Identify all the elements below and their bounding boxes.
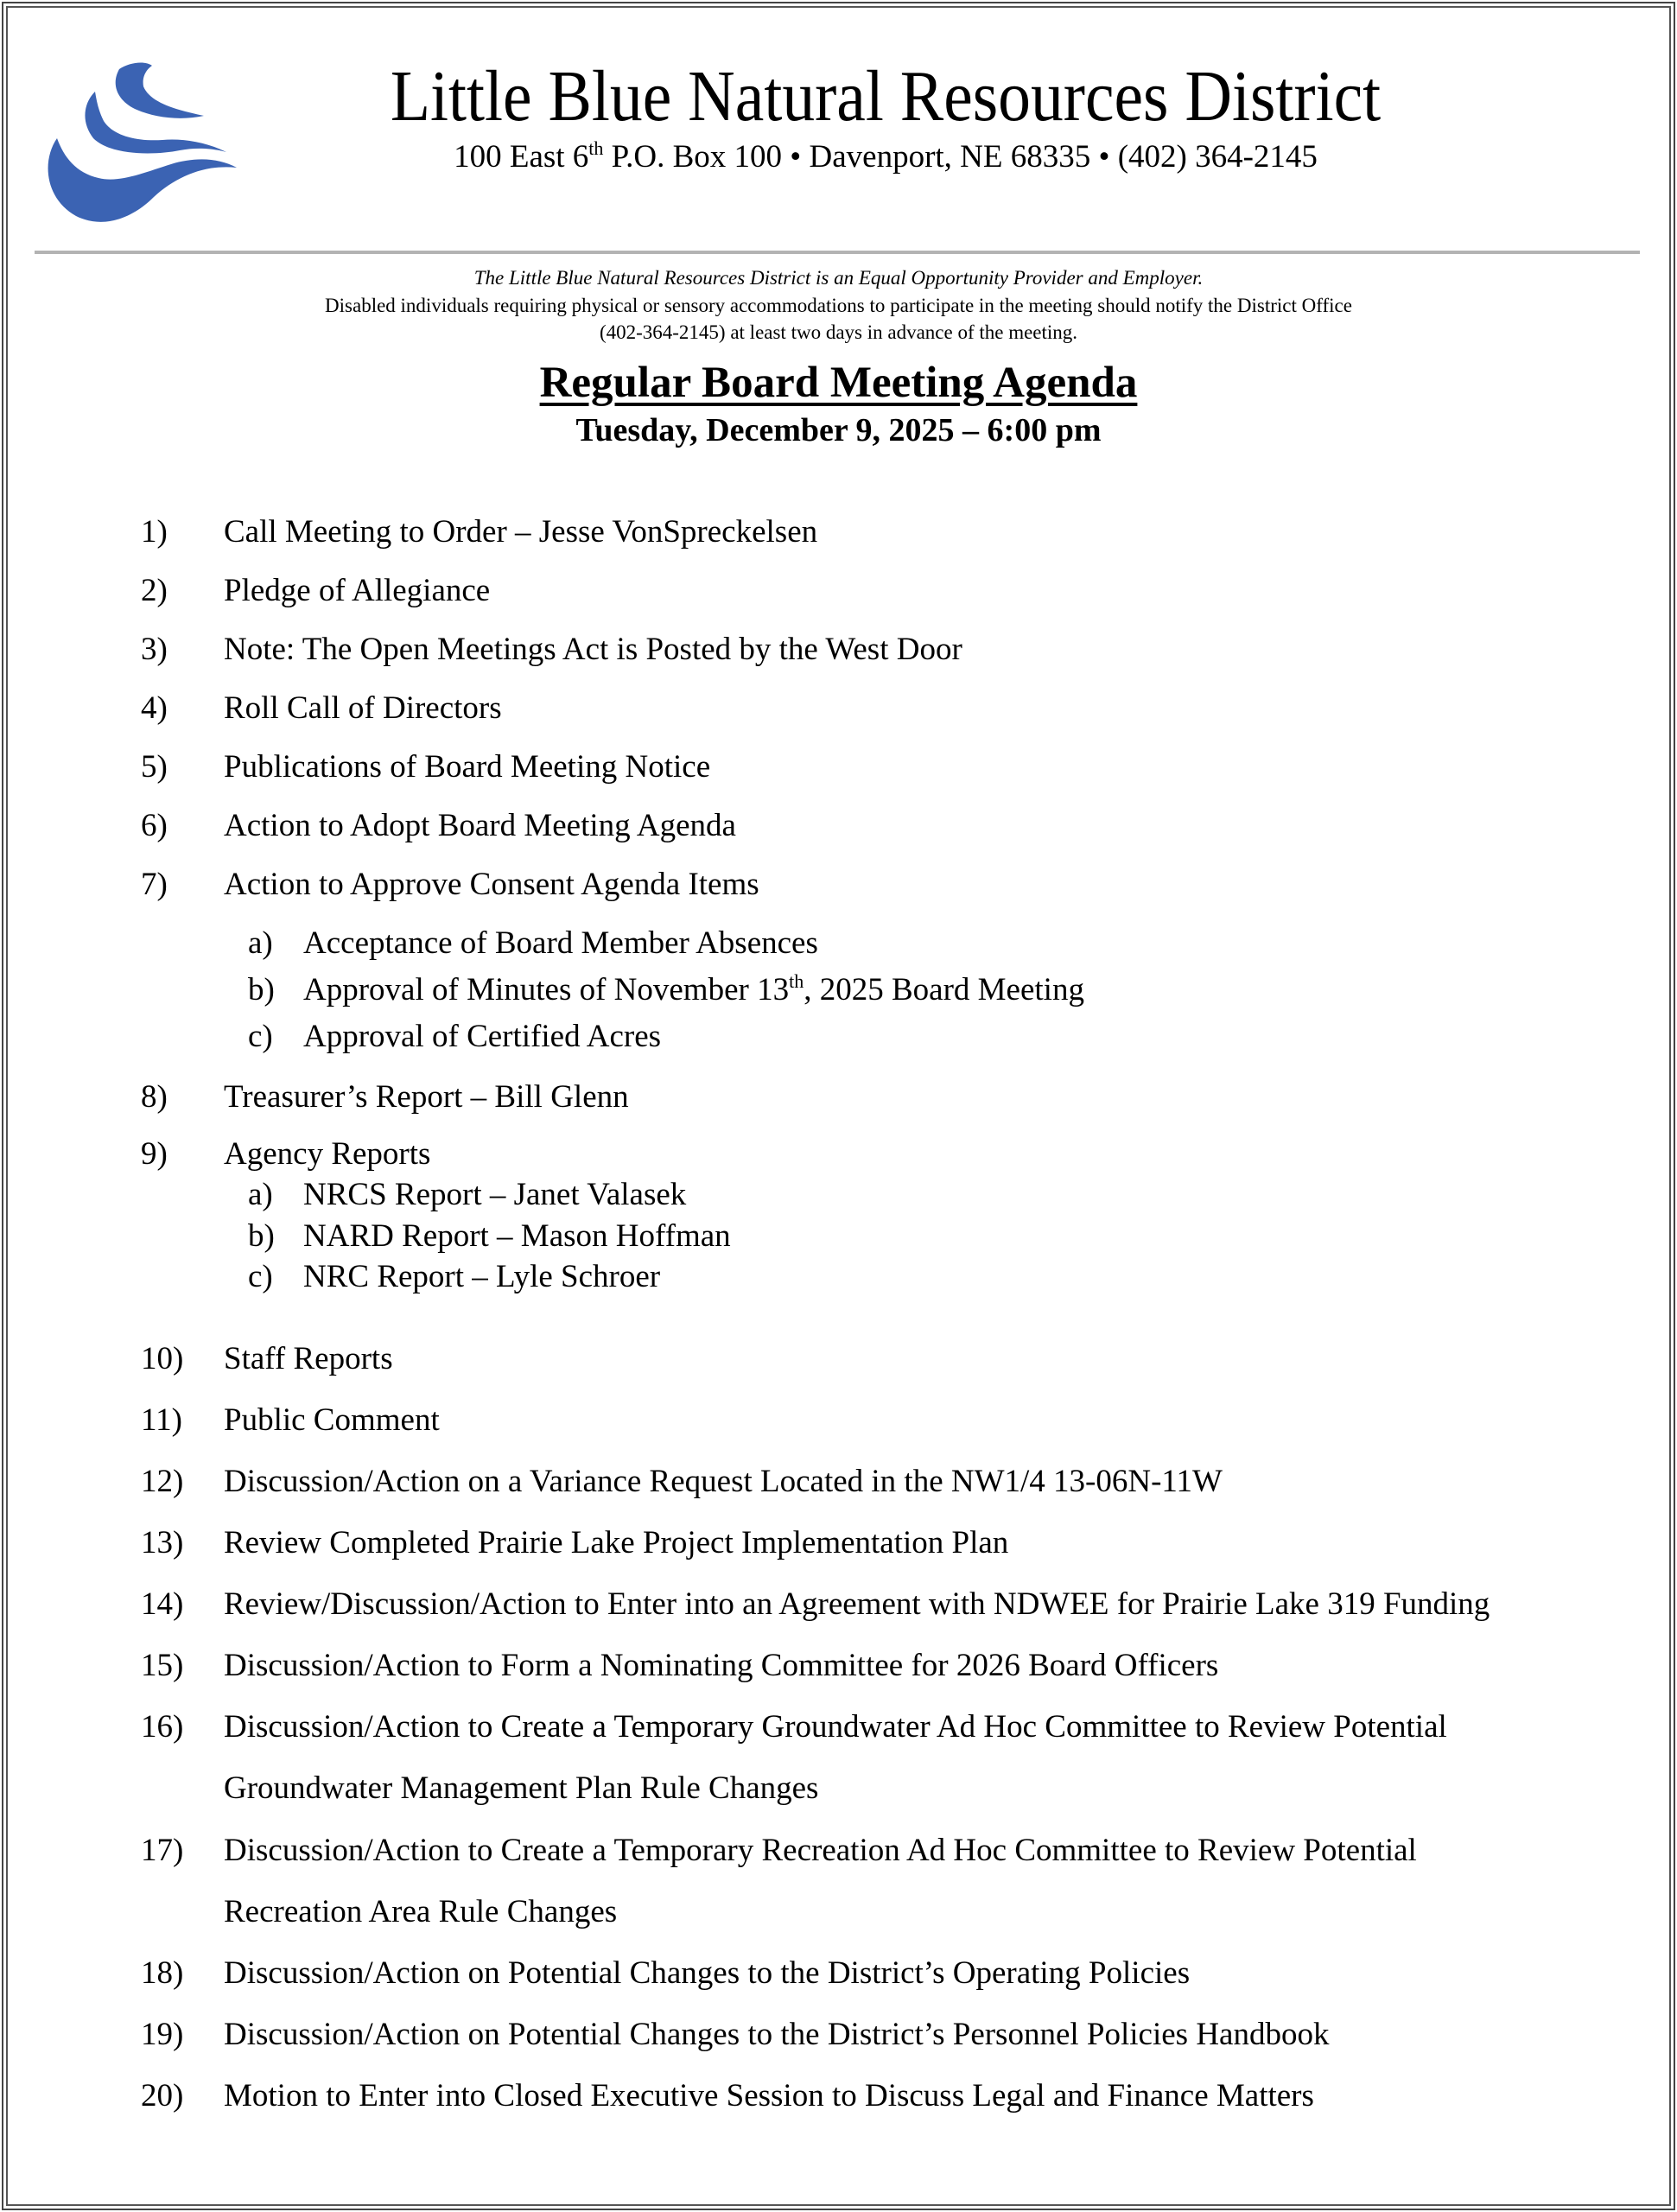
accommodation-line-2: (402-364-2145) at least two days in advance of the meeting. [599,321,1078,343]
agenda-subitem-text: Approval of Certified Acres [303,1019,662,1054]
organization-name: Little Blue Natural Resources District [390,56,1382,137]
agenda-item-text: Note: The Open Meetings Act is Posted by the West Door [224,632,962,667]
subitem-text-suffix: , 2025 Board Meeting [804,972,1084,1007]
agenda-item-text: Call Meeting to Order – Jesse VonSpreckelsen [224,514,818,550]
agenda-item-number: 10) [141,1341,184,1376]
agenda-item-number: 12) [141,1464,184,1499]
agenda-subitem-text: NRCS Report – Janet Valasek [303,1177,687,1212]
agenda-item-number: 15) [141,1648,184,1683]
agenda-item-text: Discussion/Action on a Variance Request Located in the NW1/4 13-06N-11W [224,1464,1223,1499]
agenda-item-text: Publications of Board Meeting Notice [224,749,711,785]
subitem-text-superscript: th [789,970,804,992]
address-suffix: P.O. Box 100 • Davenport, NE 68335 • (402) 364-2145 [603,139,1318,175]
agenda-item-number: 9) [141,1136,168,1172]
agenda-item-number: 8) [141,1079,168,1115]
agenda-item-number: 4) [141,690,168,726]
meeting-date: Tuesday, December 9, 2025 – 6:00 pm [575,412,1102,448]
agenda-item-number: 3) [141,632,168,667]
agenda-item-text: Treasurer’s Report – Bill Glenn [224,1079,629,1115]
agenda-item-continuation-text: Recreation Area Rule Changes [224,1894,618,1929]
meeting-title [0,356,1677,410]
agenda-item-text: Discussion/Action to Create a Temporary Groundwater Ad Hoc Committee to Review Potential [224,1709,1447,1745]
agenda-item-number: 6) [141,808,168,843]
meeting-title-text: Regular Board Meeting Agenda [539,359,1138,407]
agenda-item-number: 19) [141,2017,184,2052]
agenda-subitem-letter: b) [248,1218,275,1254]
agenda-item-continuation-text: Groundwater Management Plan Rule Changes [224,1770,819,1806]
equal-opportunity-statement: The Little Blue Natural Resources District is an Equal Opportunity Provider and Employer. [473,267,1204,289]
agenda-item-number: 13) [141,1525,184,1560]
organization-address [259,138,1512,176]
agenda-item-text: Public Comment [224,1402,440,1438]
agenda-item-number: 14) [141,1586,184,1622]
agenda-item-text: Agency Reports [224,1136,431,1172]
agenda-item-number: 18) [141,1955,184,1991]
agenda-item-text: Review Completed Prairie Lake Project Implementation Plan [224,1525,1009,1560]
agenda-item-number: 17) [141,1833,184,1868]
agenda-item-text: Action to Adopt Board Meeting Agenda [224,808,736,843]
agenda-subitem-letter: b) [248,972,275,1007]
agenda-item-text: Staff Reports [224,1341,393,1376]
agenda-subitem-letter: c) [248,1259,273,1294]
agenda-item-number: 5) [141,749,168,785]
agenda-subitem-text: NRC Report – Lyle Schroer [303,1259,661,1294]
address-superscript: th [588,137,604,159]
agenda-item-text: Action to Approve Consent Agenda Items [224,867,759,902]
agenda-item-text: Discussion/Action to Create a Temporary Recreation Ad Hoc Committee to Review Potential [224,1833,1417,1868]
agenda-item-text: Discussion/Action on Potential Changes to the District’s Personnel Policies Handbook [224,2017,1330,2052]
agenda-item-number: 1) [141,514,168,550]
accessibility-notice [86,264,1591,346]
agenda-subitem-text [303,971,1084,1009]
agenda-subitem-letter: a) [248,1177,273,1212]
agenda-item-text: Discussion/Action to Form a Nominating Committee for 2026 Board Officers [224,1648,1219,1683]
header-divider [35,251,1640,254]
agenda-subitem-letter: c) [248,1019,273,1054]
agenda-item-number: 11) [141,1402,182,1438]
agenda-item-text: Discussion/Action on Potential Changes to the District’s Operating Policies [224,1955,1191,1991]
agenda-item-text: Motion to Enter into Closed Executive Session to Discuss Legal and Finance Matters [224,2078,1314,2113]
agenda-subitem-letter: a) [248,925,273,961]
agenda-subitem-text: Acceptance of Board Member Absences [303,925,818,961]
accommodation-line-1: Disabled individuals requiring physical or sensory accommodations to participate in the meeting should notify the District Office [325,294,1352,316]
subitem-text-prefix: Approval of Minutes of November 13 [303,972,790,1007]
agenda-item-number: 2) [141,573,168,608]
agenda-item-text: Review/Discussion/Action to Enter into an Agreement with NDWEE for Prairie Lake 319 Funding [224,1586,1490,1622]
agenda-item-number: 16) [141,1709,184,1745]
agenda-subitem-text: NARD Report – Mason Hoffman [303,1218,731,1254]
agenda-item-text: Roll Call of Directors [224,690,502,726]
address-prefix: 100 East 6 [454,139,589,175]
agenda-item-number: 7) [141,867,168,902]
agenda-item-text: Pledge of Allegiance [224,573,491,608]
agenda-item-number: 20) [141,2078,184,2113]
